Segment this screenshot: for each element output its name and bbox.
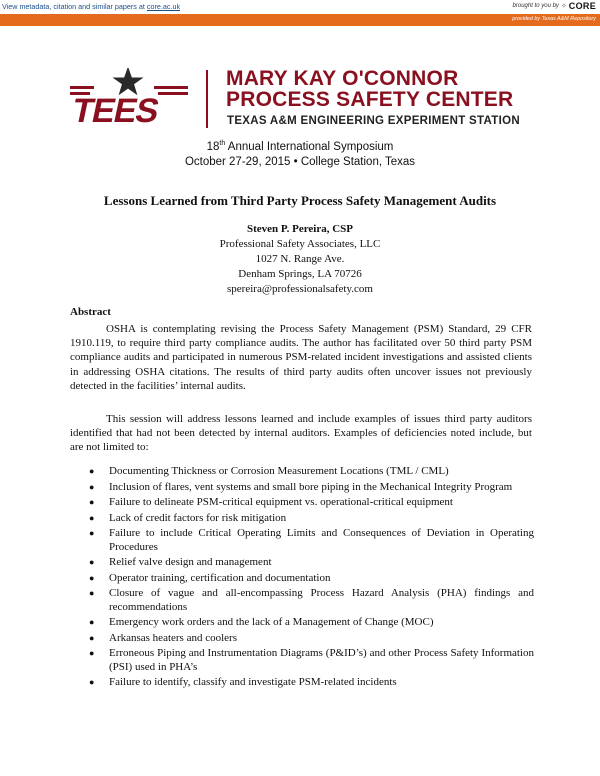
list-item-text: Lack of credit factors for risk mitigation [109,511,287,524]
list-item-text: Inclusion of flares, vent systems and small bore piping in the Mechanical Integrity Program [109,480,513,493]
abstract-heading: Abstract [70,306,111,318]
list-item [88,481,534,494]
core-top-strip [0,0,600,14]
core-logo-icon: ✧ [560,3,567,10]
symposium-number: 18 [206,140,220,153]
center-subtitle: TEXAS A&M ENGINEERING EXPERIMENT STATION [227,115,520,127]
core-banner [0,0,600,28]
bullet-icon: ● [89,466,95,476]
list-item-text: Closure of vague and all-encompassing Process Hazard Analysis (PHA) findings and recommendations [109,587,534,613]
author-address-line1: 1027 N. Range Ave. [255,253,345,265]
center-name-line1: MARY KAY O'CONNOR [226,67,459,90]
list-item [88,572,534,585]
bullet-icon: ● [89,528,95,539]
tees-logo-graphic [70,68,190,124]
symposium-title [0,140,600,153]
core-metadata-link[interactable] [2,2,180,11]
author-block [0,222,600,297]
list-item-text: Failure to include Critical Operating Limits and Consequences of Deviation in Operating Procedures [109,527,534,553]
list-item-text: Failure to identify, classify and investigate PSM-related incidents [109,676,397,689]
abstract-paragraph-2: This session will address lessons learned and include examples of issues third party auditors identified that had not been detected by internal auditors. Examples of deficiencies noted include, but are not limited to: [70,413,532,454]
list-item-text: Erroneous Piping and Instrumentation Diagrams (P&ID’s) and other Process Safety Information (PSI) used in PHA’s [109,647,534,673]
logo-text: TEES [70,92,162,124]
bullet-icon: ● [89,481,95,492]
symposium-dates: October 27-29, 2015 • College Station, Texas [184,156,416,168]
list-item-text: Emergency work orders and the lack of a Management of Change (MOC) [109,616,434,629]
bullet-icon: ● [89,617,95,628]
center-name-line2: PROCESS SAFETY CENTER [226,88,514,111]
list-item-text: Failure to delineate PSM-critical equipment vs. operational-critical equipment [109,496,453,509]
symposium-ordinal: th [219,140,226,147]
author-address-line2: Denham Springs, LA 70726 [238,268,362,280]
list-item [88,632,534,645]
brought-by-text: brought to you by [512,3,559,9]
list-item-text: Operator training, certification and documentation [109,571,331,584]
list-item [88,496,534,509]
bullet-icon: ● [89,572,95,583]
list-item [88,587,534,613]
core-link-text: View metadata, citation and similar papers at [2,2,145,11]
core-brand-name: CORE [568,1,596,11]
list-item [88,465,534,478]
tees-logo [70,68,190,124]
core-provider-strip [0,14,600,26]
bullet-icon: ● [89,632,95,643]
bullet-icon: ● [89,512,95,523]
list-item-text: Documenting Thickness or Corrosion Measurement Locations (TML / CML) [109,465,449,477]
paper-title: Lessons Learned from Third Party Process Safety Management Audits [103,193,497,208]
list-item [88,647,534,673]
bullet-icon: ● [89,588,95,599]
symposium-name: Annual International Symposium [225,140,394,153]
author-name: Steven P. Pereira, CSP [246,223,353,235]
provided-by-text: provided by Texas A&M Repository [512,15,596,22]
deficiency-list [88,465,534,692]
bullet-icon: ● [89,677,95,688]
core-link-url[interactable]: core.ac.uk [146,2,181,11]
list-item [88,676,534,689]
list-item-text: Relief valve design and management [109,556,272,569]
author-email[interactable]: spereira@professionalsafety.com [227,283,373,295]
list-item [88,616,534,629]
list-item [88,556,534,569]
bullet-icon: ● [89,557,95,568]
list-item [88,512,534,525]
lone-star-icon [114,68,142,94]
list-item [88,527,534,553]
header-divider [206,70,208,128]
core-brand[interactable] [513,1,596,11]
abstract-paragraph-1: OSHA is contemplating revising the Process Safety Management (PSM) Standard, 29 CFR 1910.119, to require third party compliance audits. The author has facilitated over 50 third party PSM compliance audits and participated in numerous PSM-related incident investigations and assisted clients in addressing OSHA citations. The results of third party audits often uncover issues not previously detected in the facilities’ internal audits. [70,323,532,392]
list-item-text: Arkansas heaters and coolers [109,631,237,644]
author-affiliation: Professional Safety Associates, LLC [219,238,381,250]
bullet-icon: ● [89,497,95,508]
bullet-icon: ● [89,648,95,659]
center-name [226,68,513,110]
